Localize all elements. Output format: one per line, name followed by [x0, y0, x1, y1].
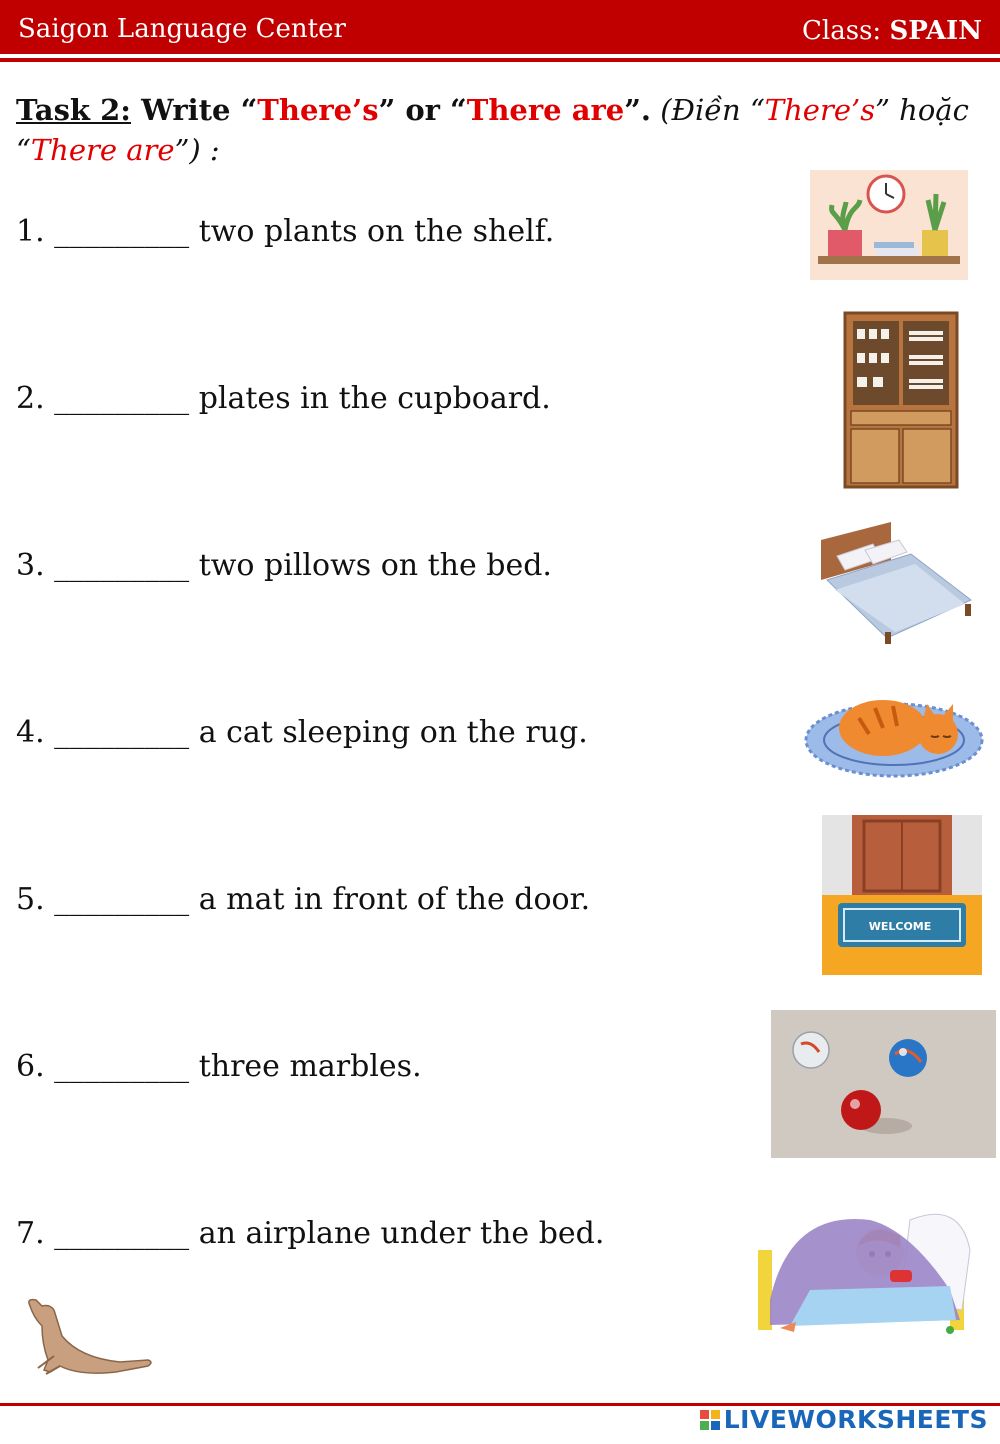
task-or: ” or “: [378, 93, 467, 127]
bed-icon: [815, 520, 975, 645]
exercise-item-5[interactable]: 5. _________ a mat in front of the door.: [16, 882, 591, 917]
exercise-item-3[interactable]: 3. _________ two pillows on the bed.: [16, 548, 552, 583]
cupboard-icon: [843, 311, 959, 489]
task-write: Write “: [131, 93, 258, 127]
task-option-1: There’s: [257, 93, 379, 127]
task-label: Task 2:: [16, 93, 131, 127]
logo-mark-icon: [700, 1410, 720, 1430]
task-end: ”.: [624, 93, 651, 127]
shelf-with-plants-icon: [810, 170, 968, 280]
class-info: [802, 16, 982, 46]
task-vi-option-2: There are: [30, 133, 175, 167]
class-name: SPAIN: [889, 16, 982, 46]
task-title: [16, 90, 976, 170]
marbles-icon: [771, 1010, 996, 1158]
stretching-cat-icon: [20, 1296, 155, 1378]
exercise-item-7[interactable]: 7. _________ an airplane under the bed.: [16, 1216, 605, 1251]
task-vi-c: ”) :: [174, 133, 220, 167]
task-vi-a: (Điền “: [651, 93, 765, 127]
exercise-item-2[interactable]: 2. _________ plates in the cupboard.: [16, 381, 551, 416]
doormat-text: WELCOME: [868, 920, 932, 933]
logo-text: LIVEWORKSHEETS: [723, 1405, 988, 1434]
school-name: Saigon Language Center: [18, 14, 346, 44]
door-mat-icon: [822, 815, 982, 975]
liveworksheets-logo: [700, 1405, 988, 1434]
header-bar: [0, 0, 1000, 54]
header-divider: [0, 58, 1000, 62]
exercise-item-6[interactable]: 6. _________ three marbles.: [16, 1049, 422, 1084]
task-vi-option-1: There’s: [764, 93, 876, 127]
task-vi-b: ” hoặc “: [16, 93, 969, 167]
boy-in-bed-icon: [750, 1190, 980, 1340]
cat-on-rug-icon: [803, 678, 985, 780]
class-label: Class:: [802, 16, 882, 46]
exercise-item-4[interactable]: 4. _________ a cat sleeping on the rug.: [16, 715, 588, 750]
task-option-2: There are: [466, 93, 625, 127]
exercise-item-1[interactable]: 1. _________ two plants on the shelf.: [16, 214, 555, 249]
